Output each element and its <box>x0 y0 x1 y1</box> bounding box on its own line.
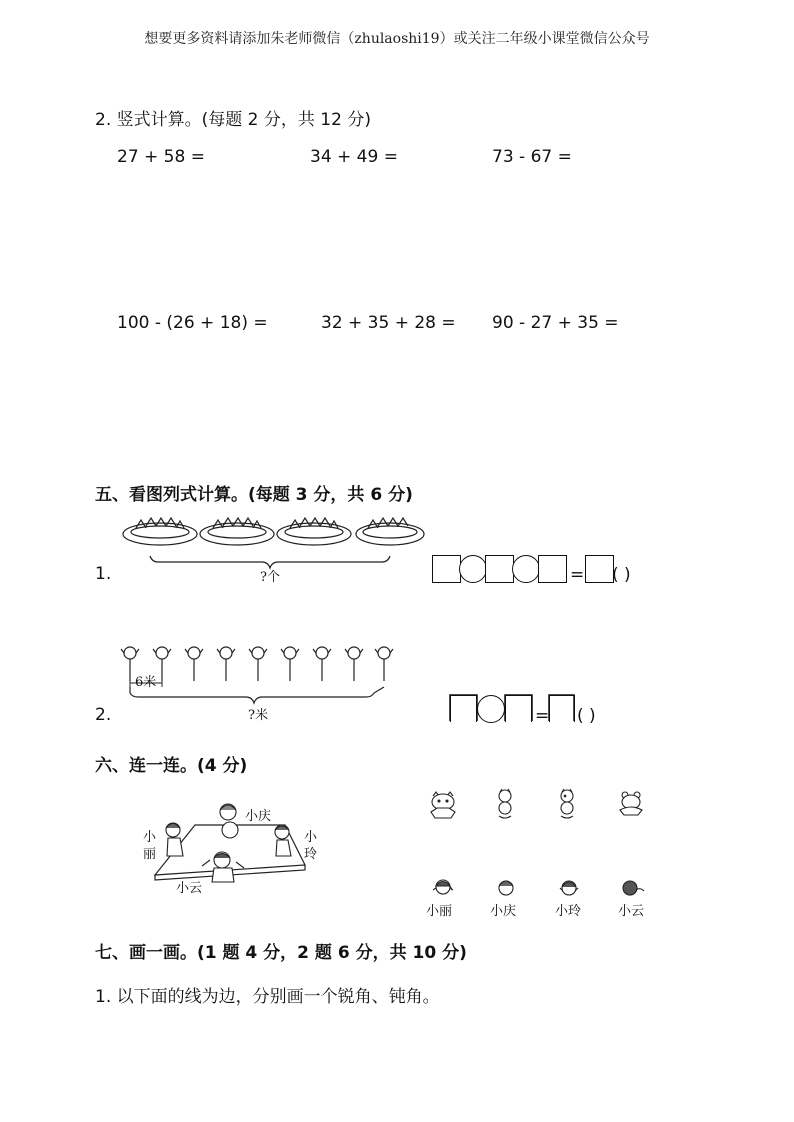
expression: 100 - (26 + 18) = <box>117 313 268 333</box>
scene-name-label: 小 <box>304 830 318 845</box>
unit-blank[interactable]: ( ) <box>612 565 631 585</box>
problem-number: 1. <box>95 564 112 584</box>
answer-box[interactable] <box>432 555 461 583</box>
section-5-title: 五、看图列式计算。(每题 3 分，共 6 分) <box>95 485 413 505</box>
view-drawing-2[interactable] <box>493 788 517 822</box>
answer-box[interactable] <box>485 555 514 583</box>
kid-icon[interactable] <box>618 878 646 898</box>
expression: 27 + 58 = <box>117 147 205 167</box>
kid-icon[interactable] <box>493 878 519 898</box>
kid-name-label: 小庆 <box>490 904 517 919</box>
kid-icon[interactable] <box>556 878 582 898</box>
view-drawing-4[interactable] <box>616 790 646 818</box>
equals-sign: = <box>535 706 550 726</box>
kid-name-label: 小云 <box>618 904 645 919</box>
scene-name-label: 丽 <box>143 847 157 862</box>
brace-label: ?个 <box>260 570 280 585</box>
section-7-title: 七、画一画。(1 题 4 分，2 题 6 分，共 10 分) <box>95 943 467 963</box>
question-1-prompt: 1. 以下面的线为边，分别画一个锐角、钝角。 <box>95 987 440 1007</box>
unit-blank[interactable]: ( ) <box>577 706 596 726</box>
section-6-title: 六、连一连。(4 分) <box>95 756 248 776</box>
expression: 34 + 49 = <box>310 147 398 167</box>
operator-circle[interactable] <box>512 555 540 583</box>
page-header: 想要更多资料请添加朱老师微信（zhulaoshi19）或关注二年级小课堂微信公众号 <box>144 31 650 47</box>
expression: 32 + 35 + 28 = <box>321 313 456 333</box>
problem-number: 2. <box>95 705 112 725</box>
answer-box[interactable] <box>450 695 477 722</box>
question-2-title: 2. 竖式计算。(每题 2 分，共 12 分) <box>95 110 371 130</box>
scene-name-label: 小庆 <box>245 809 272 824</box>
kid-name-label: 小玲 <box>555 904 582 919</box>
answer-box[interactable] <box>538 555 567 583</box>
kid-icon[interactable] <box>430 878 456 898</box>
kid-name-label: 小丽 <box>426 904 453 919</box>
operator-circle[interactable] <box>459 555 487 583</box>
expression: 73 - 67 = <box>492 147 572 167</box>
scene-name-label: 小 <box>143 830 157 845</box>
scene-name-label: 玲 <box>304 847 318 862</box>
view-drawing-1[interactable] <box>425 790 461 820</box>
view-drawing-3[interactable] <box>555 788 579 822</box>
brace-label: ?米 <box>248 708 268 723</box>
answer-box[interactable] <box>585 555 614 583</box>
operator-circle[interactable] <box>477 695 505 723</box>
segment-label: 6米 <box>135 675 157 690</box>
equals-sign: = <box>570 565 585 585</box>
expression: 90 - 27 + 35 = <box>492 313 619 333</box>
scene-name-label: 小云 <box>176 881 203 896</box>
answer-box[interactable] <box>505 695 532 722</box>
answer-box[interactable] <box>549 695 575 722</box>
